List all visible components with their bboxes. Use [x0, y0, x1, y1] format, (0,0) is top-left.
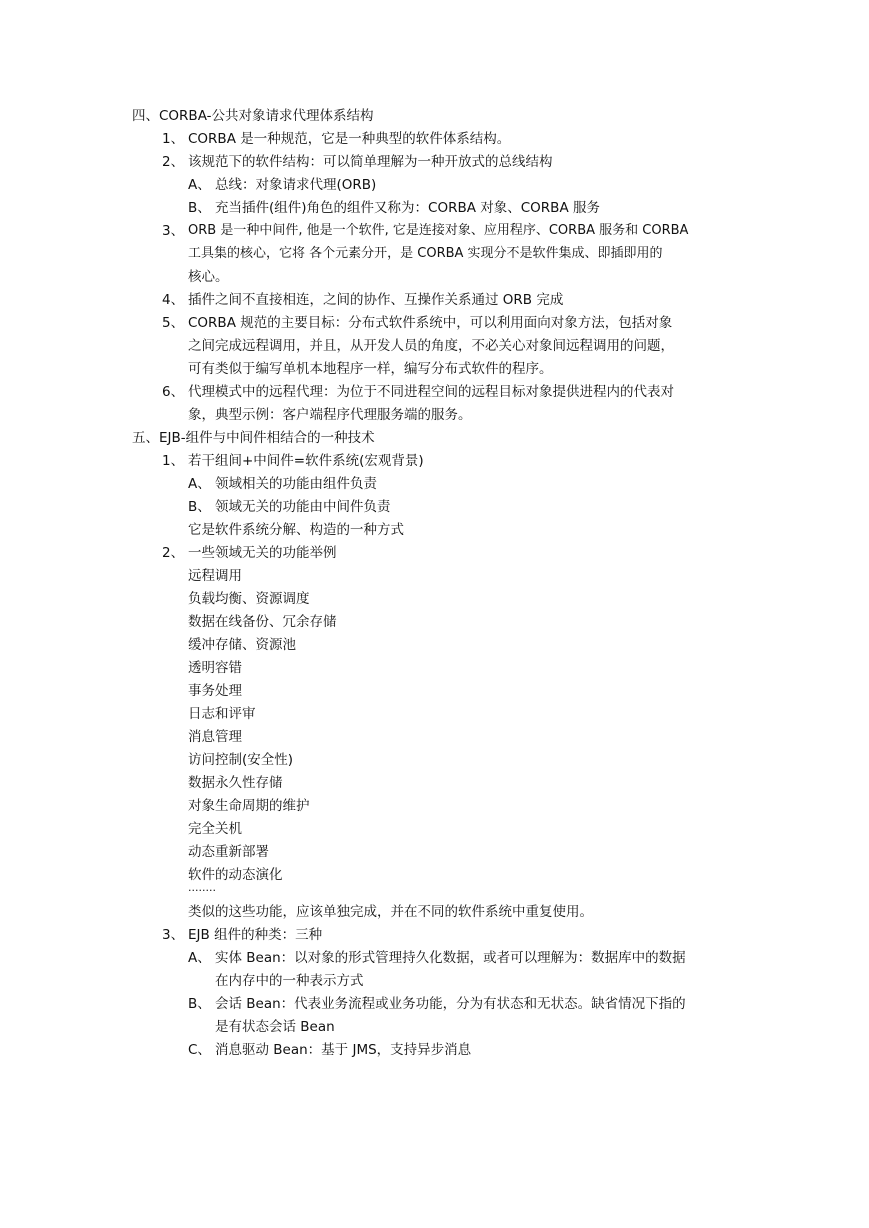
item-text-continued: 之间完成远程调用，并且，从开发人员的角度，不必关心对象间远程调用的问题，: [188, 338, 674, 354]
item-number: 4、: [162, 292, 185, 308]
sub-item-text-continued: 是有状态会话 Bean: [215, 1019, 335, 1035]
item-text: EJB 组件的种类：三种: [188, 927, 323, 943]
sub-item-label: B、: [188, 499, 211, 515]
item-text-continued: 工具集的核心，它将 各个元素分开，是 CORBA 实现分不是软件集成、即插即用的: [188, 246, 663, 261]
item-text: CORBA 是一种规范，它是一种典型的软件体系结构。: [188, 131, 511, 147]
sub-item-label: A、: [188, 950, 211, 966]
list-item: 数据永久性存储: [188, 775, 283, 791]
list-item: 远程调用: [188, 568, 242, 584]
item-text: 该规范下的软件结构：可以简单理解为一种开放式的总线结构: [188, 154, 553, 170]
list-item: 缓冲存储、资源池: [188, 637, 296, 653]
sub-item-label: A、: [188, 177, 211, 193]
list-item: 透明容错: [188, 660, 242, 676]
list-item: 消息管理: [188, 729, 242, 745]
sub-item-text: 实体 Bean：以对象的形式管理持久化数据，或者可以理解为：数据库中的数据: [215, 950, 686, 966]
list-item: 对象生命周期的维护: [188, 798, 310, 814]
item-number: 3、: [162, 927, 185, 943]
section-heading: 五、EJB-组件与中间件相结合的一种技术: [132, 430, 375, 446]
sub-item-label: B、: [188, 996, 211, 1012]
sub-item-text-continued: 在内存中的一种表示方式: [215, 973, 364, 989]
list-item: 访问控制(安全性): [188, 752, 294, 768]
sub-item-label: A、: [188, 476, 211, 492]
item-text-continued: 核心。: [188, 269, 229, 285]
sub-item-text: 总线：对象请求代理(ORB): [215, 177, 377, 193]
item-number: 2、: [162, 545, 185, 561]
item-text: CORBA 规范的主要目标：分布式软件系统中，可以利用面向对象方法，包括对象: [188, 315, 673, 331]
item-number: 3、: [162, 223, 185, 239]
list-item: 完全关机: [188, 821, 242, 837]
item-text-continued: 象，典型示例：客户端程序代理服务端的服务。: [188, 407, 472, 423]
sub-item-text: 会话 Bean：代表业务流程或业务功能，分为有状态和无状态。缺省情况下指的: [215, 996, 686, 1012]
list-item: 动态重新部署: [188, 844, 269, 860]
list-item: 负载均衡、资源调度: [188, 591, 310, 607]
item-text: 代理模式中的远程代理：为位于不同进程空间的远程目标对象提供进程内的代表对: [188, 384, 674, 400]
item-summary: 类似的这些功能，应该单独完成，并在不同的软件系统中重复使用。: [188, 904, 593, 920]
item-text: 若干组间+中间件=软件系统(宏观背景): [188, 453, 424, 469]
item-text-continued: 可有类似于编写单机本地程序一样，编写分布式软件的程序。: [188, 361, 553, 377]
sub-item-text: 充当插件(组件)角色的组件又称为：CORBA 对象、CORBA 服务: [215, 200, 600, 216]
item-text: 一些领域无关的功能举例: [188, 545, 337, 561]
item-note: 它是软件系统分解、构造的一种方式: [188, 522, 404, 538]
item-text: ORB 是一种中间件, 他是一个软件, 它是连接对象、应用程序、CORBA 服务和 CORBA: [188, 223, 689, 238]
item-text: 插件之间不直接相连，之间的协作、互操作关系通过 ORB 完成: [188, 292, 564, 308]
item-number: 6、: [162, 384, 185, 400]
list-item: 日志和评审: [188, 706, 256, 722]
list-item: 数据在线备份、冗余存储: [188, 614, 337, 630]
item-number: 1、: [162, 131, 185, 147]
sub-item-label: C、: [188, 1042, 211, 1058]
sub-item-text: 消息驱动 Bean：基于 JMS，支持异步消息: [215, 1042, 472, 1058]
sub-item-text: 领域相关的功能由组件负责: [215, 476, 377, 492]
list-item: 事务处理: [188, 683, 242, 699]
section-heading: 四、CORBA-公共对象请求代理体系结构: [132, 108, 374, 124]
item-number: 5、: [162, 315, 185, 331]
item-number: 1、: [162, 453, 185, 469]
item-number: 2、: [162, 154, 185, 170]
sub-item-label: B、: [188, 200, 211, 216]
list-ellipsis: ........: [188, 881, 216, 894]
sub-item-text: 领域无关的功能由中间件负责: [215, 499, 391, 515]
list-item: 软件的动态演化: [188, 867, 283, 883]
